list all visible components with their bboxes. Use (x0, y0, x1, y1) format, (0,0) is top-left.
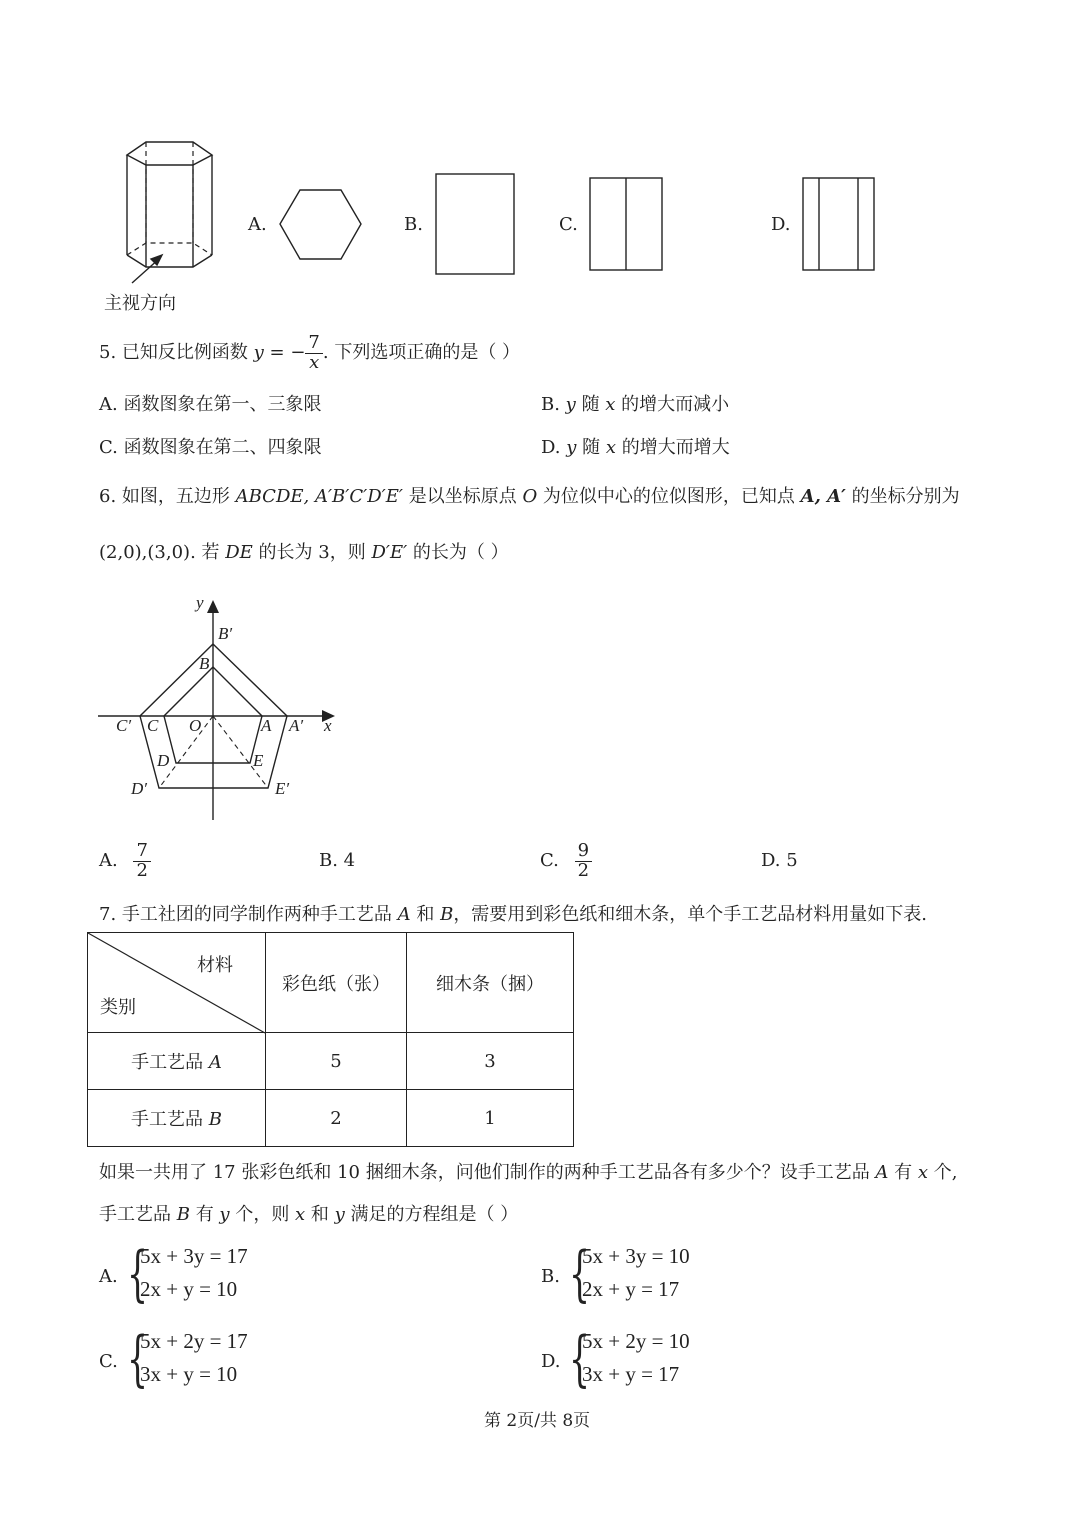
cell-sticks: 1 (407, 1090, 574, 1147)
label-b-prime: B′ (218, 624, 233, 643)
table-row (88, 1090, 574, 1147)
cell-paper: 5 (266, 1033, 407, 1090)
q6-stem-line1: 6. 如图，五边形 ABCDE, A′B′C′D′E′ 是以坐标原点 O 为位似中心的位似图形，已知点 A, A′ 的坐标分别为 (99, 486, 960, 507)
rectangle-view (434, 172, 516, 276)
q7-stem: 7. 手工社团的同学制作两种手工艺品 A 和 B，需要用到彩色纸和细木条，单个手工艺品材料用量如下表. (99, 904, 928, 925)
q5-option-c[interactable]: C. 函数图象在第二、四象限 (99, 437, 322, 458)
label-d: D (157, 751, 170, 770)
q7-option-c[interactable]: C. { 5x + 2y = 17 3x + y = 10 (99, 1324, 248, 1394)
q7-option-d[interactable]: D. { 5x + 2y = 10 3x + y = 17 (541, 1324, 690, 1394)
corner-top-label: 材料 (197, 955, 233, 976)
corner-bottom-label: 类别 (100, 997, 136, 1018)
view-direction-label: 主视方向 (104, 293, 176, 314)
q6-option-d[interactable]: D. 5 (761, 850, 798, 871)
label-d-prime: D′ (131, 779, 147, 798)
label-c: C (147, 716, 159, 735)
label-e-prime: E′ (275, 779, 290, 798)
brace-icon: { (127, 1239, 149, 1309)
q6-option-a[interactable]: A. $\frac{7}{2}$ (99, 836, 151, 886)
label-a: A (261, 716, 272, 735)
q4-option-d-label[interactable]: D. (771, 214, 791, 235)
q4-option-c-label[interactable]: C. (559, 214, 578, 235)
brace-icon: { (569, 1324, 591, 1394)
two-panel-view (588, 176, 664, 272)
q4-option-b-label[interactable]: B. (404, 214, 423, 235)
q6-option-c[interactable]: C. $\frac{9}{2}$ (540, 836, 592, 886)
label-c-prime: C′ (116, 716, 132, 735)
row-label: 手工艺品 B (88, 1090, 266, 1147)
cell-paper: 2 (266, 1090, 407, 1147)
table-row (88, 1033, 574, 1090)
q4-option-a-label[interactable]: A. (248, 214, 267, 235)
brace-icon: { (569, 1239, 591, 1309)
col-header-paper: 彩色纸（张） (266, 933, 407, 1033)
q7-option-b[interactable]: B. { 5x + 3y = 10 2x + y = 17 (541, 1239, 690, 1309)
brace-icon: { (127, 1324, 149, 1394)
label-y: y (196, 593, 204, 612)
q6-stem-line2: (2,0),(3,0). 若 DE 的长为 3，则 D′E′ 的长为（ ） (99, 542, 509, 563)
label-b: B (199, 654, 210, 673)
three-panel-view (801, 176, 877, 272)
label-e: E (253, 751, 264, 770)
q5-stem: 5. 已知反比例函数 y = − $\frac{7}{x}$ . 下列选项正确的是（ ） (99, 331, 521, 373)
row-label: 手工艺品 A (88, 1033, 266, 1090)
label-a-prime: A′ (289, 716, 304, 735)
q5-option-a[interactable]: A. 函数图象在第一、三象限 (99, 394, 322, 415)
col-header-sticks: 细木条（捆） (407, 933, 574, 1033)
table-corner-cell (88, 933, 266, 1033)
cell-sticks: 3 (407, 1033, 574, 1090)
label-o: O (189, 716, 202, 735)
hexagon-view (278, 188, 362, 262)
q6-option-b[interactable]: B. 4 (319, 850, 356, 871)
q7-para-line1: 如果一共用了 17 张彩色纸和 10 捆细木条，问他们制作的两种手工艺品各有多少个？设手工艺品 A 有 x 个, (99, 1162, 958, 1183)
hexagonal-prism-figure (100, 135, 240, 285)
q5-option-b[interactable]: B. y 随 x 的增大而减小 (541, 394, 730, 415)
q7-option-a[interactable]: A. { 5x + 3y = 17 2x + y = 10 (99, 1239, 248, 1309)
label-x: x (324, 716, 332, 735)
pentagon-coordinate-figure (95, 590, 345, 825)
q5-option-d[interactable]: D. y 随 x 的增大而增大 (541, 437, 730, 458)
page-footer: 第 2页/共 8页 (484, 1411, 591, 1431)
materials-table (87, 932, 574, 1147)
q7-para-line2: 手工艺品 B 有 y 个，则 x 和 y 满足的方程组是（ ） (99, 1204, 519, 1225)
